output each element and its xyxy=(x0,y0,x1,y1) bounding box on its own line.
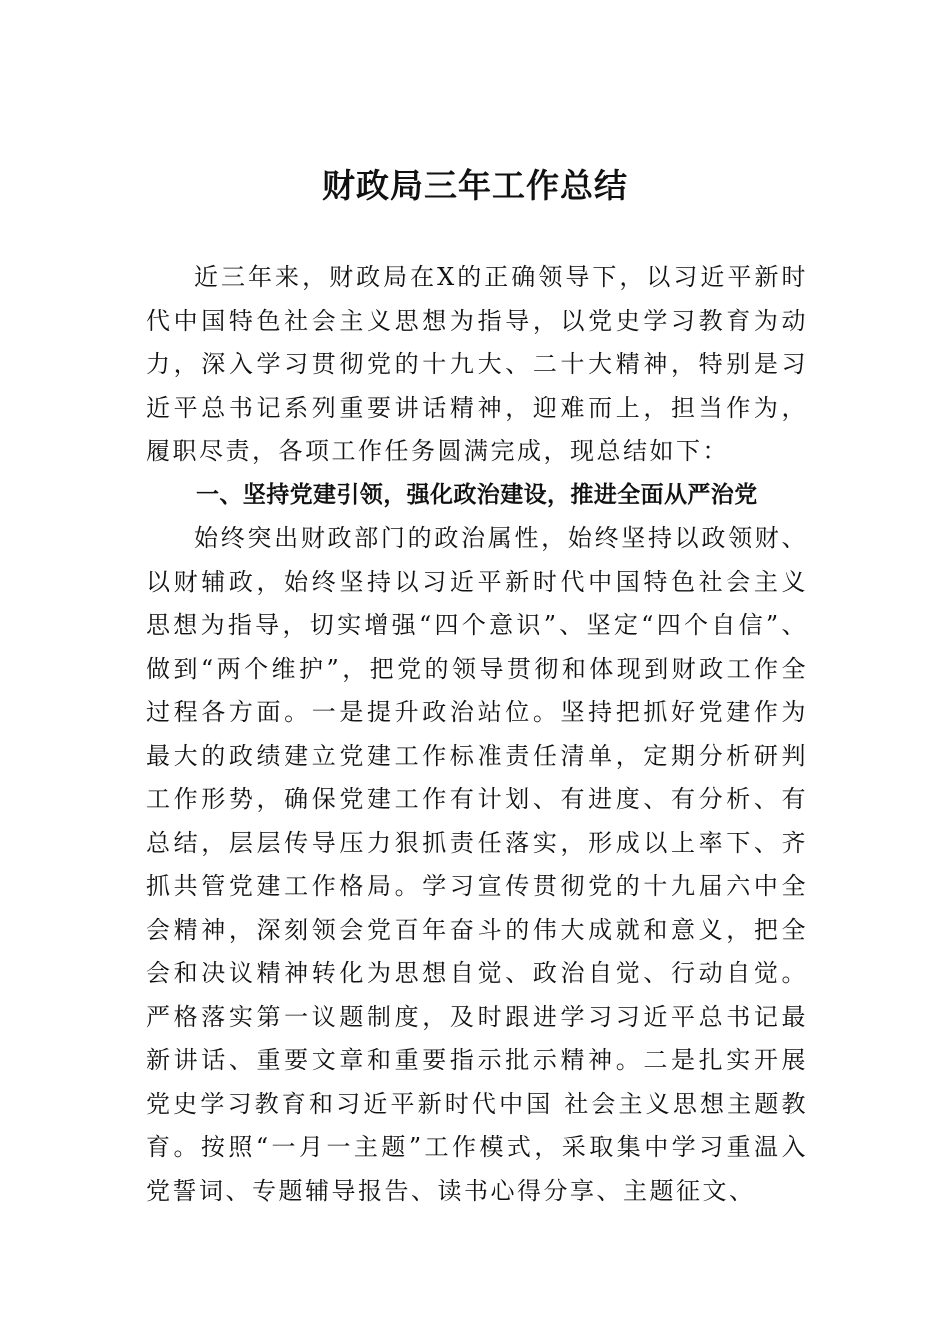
document-title: 财政局三年工作总结 xyxy=(322,166,628,205)
document-body xyxy=(146,256,808,1213)
section-heading: 一、坚持党建引领，强化政治建设，推进全面从严治党 xyxy=(196,481,758,508)
intro-paragraph: 近三年来，财政局在X的正确领导下，以习近平新时代中国特色社会主义思想为指导，以党史学习教育为动力，深入学习贯彻党的十九大、二十大精神，特别是习近平总书记系列重要讲话精神，迎难而上，担当作为，履职尽责，各项工作任务圆满完成，现总结如下： xyxy=(146,263,808,465)
section-paragraph: 始终突出财政部门的政治属性，始终坚持以政领财、以财辅政，始终坚持以习近平新时代中国特色社会主义思想为指导，切实增强“四个意识”、坚定“四个自信”、做到“两个维护”，把党的领导贯彻和体现到财政工作全过程各方面。一是提升政治站位。坚持把抓好党建作为最大的政绩建立党建工作标准责任清单，定期分析研判工作形势，确保党建工作有计划、有进度、有分析、有总结，层层传导压力狠抓责任落实，形成以上率下、齐抓共管党建工作格局。学习宣传贯彻党的十九届六中全会精神，深刻领会党百年奋斗的伟大成就和意义，把全会和决议精神转化为思想自觉、政治自觉、行动自觉。严格落实第一议题制度，及时跟进学习习近平总书记最新讲话、重要文章和重要指示批示精神。二是扎实开展党史学习教育和习近平新时代中国 社会主义思想主题教育。按照“一月一主题”工作模式，采取集中学习重温入党誓词、专题辅导报告、读书心得分享、主题征文、 xyxy=(146,524,808,1205)
